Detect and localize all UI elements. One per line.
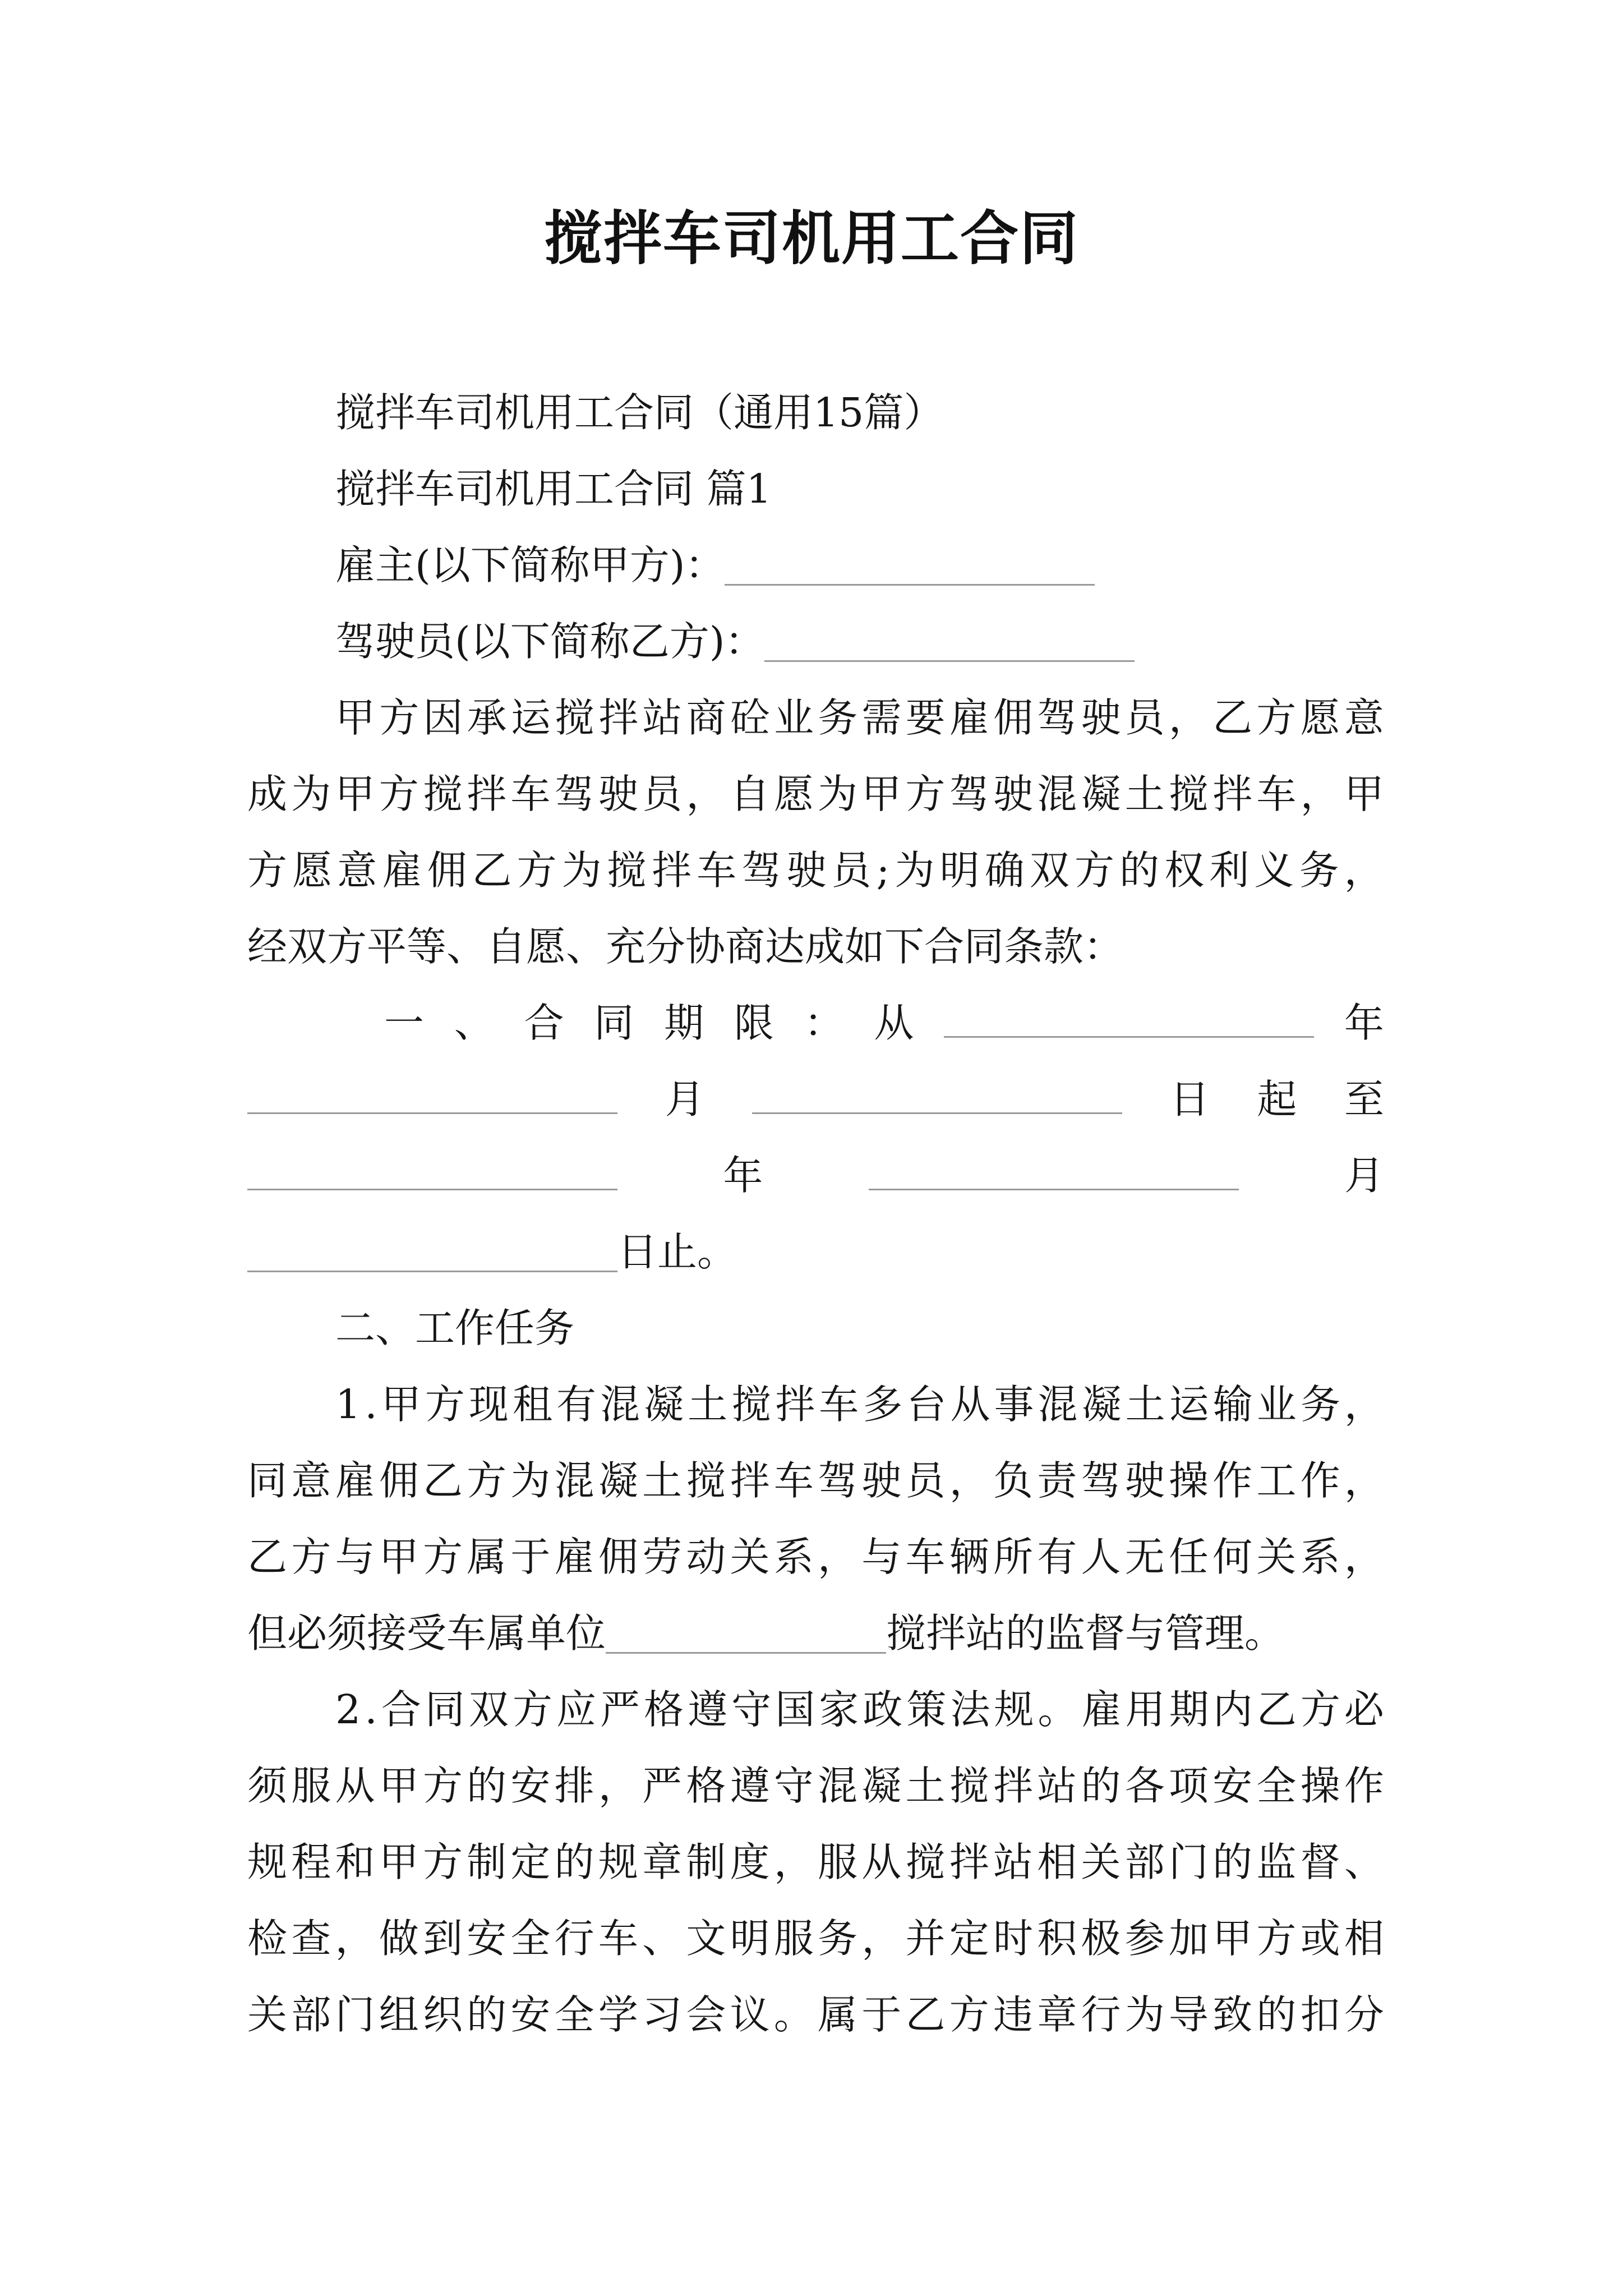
end-year-blank xyxy=(247,1154,617,1190)
intro-line: 方 愿 意 雇 佣 乙 方 为 搅 拌 车 驾 驶 员 ; 为 明 确 双 方 的 权 利 义 务 ， xyxy=(247,847,1384,894)
end-month-blank xyxy=(869,1154,1239,1190)
term-end-label: 日止。 xyxy=(617,1228,737,1275)
item1-suffix: 搅拌站的监督与管理。 xyxy=(886,1610,1285,1657)
term-char: 限 xyxy=(734,1000,774,1046)
end-day-blank xyxy=(247,1236,617,1272)
term-char: 日 xyxy=(1169,1076,1210,1122)
document-title: 搅拌车司机用工合同 xyxy=(543,204,1079,273)
intro-line: 甲 方 因 承 运 搅 拌 站 商 砼 业 务 需 要 雇 佣 驾 驶 员 ， 乙 方 愿 意 xyxy=(335,694,1384,741)
intro-line: 经双方平等、自愿、充分协商达成如下合同条款： xyxy=(247,923,1124,970)
term-line-2 xyxy=(247,1071,1384,1128)
item2-line: 须 服 从 甲 方 的 安 排 ， 严 格 遵 守 混 凝 土 搅 拌 站 的 各 项 安 全 操 作 xyxy=(247,1763,1384,1809)
start-day-blank xyxy=(752,1078,1122,1114)
term-year2-label: 年 xyxy=(723,1152,763,1199)
item2-line: 检 查 ， 做 到 安 全 行 车 、 文 明 服 务 ， 并 定 时 积 极 参 加 甲 方 或 相 xyxy=(247,1915,1384,1962)
item1-line: 同 意 雇 佣 乙 方 为 混 凝 土 搅 拌 车 驾 驶 员 ， 负 责 驾 驶 操 作 工 作 ， xyxy=(247,1457,1384,1504)
term-char: 一 xyxy=(384,1000,425,1046)
term-char: 起 xyxy=(1257,1076,1297,1122)
driver-label: 驾驶员(以下简称乙方)： xyxy=(335,618,765,665)
term-line-3 xyxy=(247,1148,1384,1204)
employer-line xyxy=(335,537,1095,593)
item1-line: 1 . 甲 方 现 租 有 混 凝 土 搅 拌 车 多 台 从 事 混 凝 土 运 输 业 务 ， xyxy=(335,1381,1384,1428)
intro-line: 成 为 甲 方 搅 拌 车 驾 驶 员 ， 自 愿 为 甲 方 驾 驶 混 凝 土 搅 拌 车 ， 甲 xyxy=(247,771,1384,817)
term-month2-label: 月 xyxy=(1344,1152,1384,1199)
unit-blank xyxy=(606,1617,886,1654)
item2-line: 规 程 和 甲 方 制 定 的 规 章 制 度 ， 服 从 搅 拌 站 相 关 部 门 的 监 督 、 xyxy=(247,1839,1384,1885)
employer-blank xyxy=(725,549,1095,586)
chapter-heading: 搅拌车司机用工合同 篇1 xyxy=(335,466,772,512)
term-month-label: 月 xyxy=(665,1076,705,1122)
item2-line: 关 部 门 组 织 的 安 全 学 习 会 议 。 属 于 乙 方 违 章 行 为 导 致 的 扣 分 xyxy=(247,1991,1384,2038)
item1-line: 乙 方 与 甲 方 属 于 雇 佣 劳 动 关 系 ， 与 车 辆 所 有 人 无 任 何 关 系 ， xyxy=(247,1534,1384,1580)
term-year-label: 年 xyxy=(1344,1000,1384,1046)
term-char: 至 xyxy=(1344,1076,1384,1122)
term-line-1 xyxy=(384,995,1384,1051)
term-char: 、 xyxy=(454,1000,494,1046)
employer-label: 雇主(以下简称甲方)： xyxy=(335,542,725,588)
term-line-4 xyxy=(247,1224,737,1280)
item2-line: 2 . 合 同 双 方 应 严 格 遵 守 国 家 政 策 法 规 。 雇 用 期 内 乙 方 必 xyxy=(335,1686,1384,1733)
term-char: 期 xyxy=(664,1000,704,1046)
document-subtitle: 搅拌车司机用工合同（通用15篇） xyxy=(335,389,944,436)
section-2-heading: 二、工作任务 xyxy=(335,1305,575,1351)
start-month-blank xyxy=(247,1078,617,1114)
item1-line xyxy=(247,1605,1284,1662)
term-char: ： xyxy=(804,1000,844,1046)
start-year-blank xyxy=(944,1001,1314,1038)
term-char: 同 xyxy=(594,1000,634,1046)
term-char: 合 xyxy=(524,1000,564,1046)
term-char: 从 xyxy=(874,1000,914,1046)
driver-line xyxy=(335,614,1135,670)
driver-blank xyxy=(764,625,1135,662)
item1-prefix: 但必须接受车属单位 xyxy=(247,1610,606,1657)
